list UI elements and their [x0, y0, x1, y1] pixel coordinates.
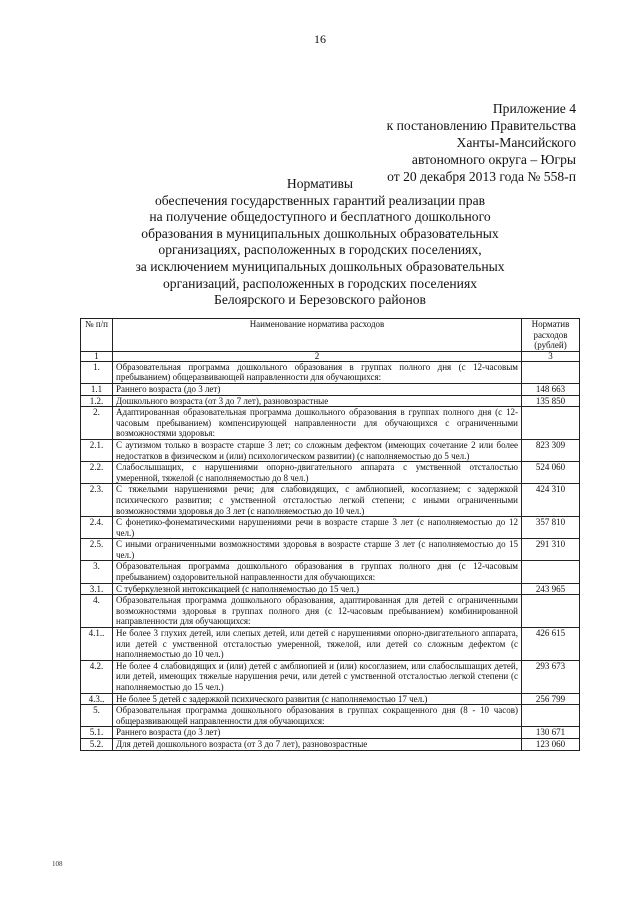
row-number: 2.2. — [81, 462, 113, 484]
row-number: 5. — [81, 705, 113, 727]
row-name: С фонетико-фонематическими нарушениями речи в возрасте старше 3 лет (с наполняемостью до 12 чел.) — [113, 517, 522, 539]
index-cell: 1 — [81, 351, 113, 361]
appendix-header — [387, 100, 576, 185]
table-row — [81, 407, 580, 440]
row-name: Дошкольного возраста (от 3 до 7 лет), разновозрастные — [113, 395, 522, 407]
appendix-line: Ханты-Мансийского — [456, 135, 576, 150]
row-value — [522, 361, 580, 383]
row-value: 256 799 — [522, 693, 580, 705]
row-value — [522, 561, 580, 583]
row-number: 4.2. — [81, 660, 113, 693]
row-value: 148 663 — [522, 383, 580, 395]
table-row — [81, 660, 580, 693]
table-row — [81, 462, 580, 484]
row-number: 5.1. — [81, 727, 113, 739]
row-number: 2.5. — [81, 539, 113, 561]
title-line: на получение общедоступного и бесплатного дошкольного — [149, 209, 491, 225]
row-name: С тяжелыми нарушениями речи; для слабовидящих, с амблиопией, косоглазием; с задержкой психического развития; с умственной отсталостью легкой степени; с иными ограниченными возможностями здоровья до 3 лет (с наполняемостью до 10 чел.) — [113, 484, 522, 517]
row-value — [522, 705, 580, 727]
row-number: 4.1.. — [81, 628, 113, 661]
row-number: 1.2. — [81, 395, 113, 407]
table-row — [81, 583, 580, 595]
appendix-line: автономного округа – Югры — [411, 152, 576, 167]
row-value: 424 310 — [522, 484, 580, 517]
row-number: 3.1. — [81, 583, 113, 595]
row-number: 1. — [81, 361, 113, 383]
norms-table — [80, 318, 580, 751]
title-line: обеспечения государственных гарантий реализации прав — [154, 192, 486, 208]
table-row — [81, 595, 580, 628]
row-value: 524 060 — [522, 462, 580, 484]
header-num: № п/п — [81, 319, 113, 352]
title-line: за исключением муниципальных дошкольных образовательных — [135, 258, 505, 274]
table-row — [81, 517, 580, 539]
table-row — [81, 628, 580, 661]
row-value: 130 671 — [522, 727, 580, 739]
row-name: Для детей дошкольного возраста (от 3 до 7 лет), разновозрастные — [113, 738, 522, 750]
row-value: 123 060 — [522, 738, 580, 750]
appendix-line: от 20 декабря 2013 года № 558-п — [387, 169, 576, 184]
row-value — [522, 407, 580, 440]
row-value: 823 309 — [522, 439, 580, 461]
table-row — [81, 738, 580, 750]
row-number: 4.3.. — [81, 693, 113, 705]
table-row — [81, 439, 580, 461]
table-row — [81, 705, 580, 727]
row-number: 1.1 — [81, 383, 113, 395]
footer-mark: 108 — [52, 860, 63, 868]
row-value: 426 615 — [522, 628, 580, 661]
table-row — [81, 693, 580, 705]
index-cell: 3 — [522, 351, 580, 361]
title-line: организаций, расположенных в городских поселениях — [162, 275, 478, 291]
row-value: 293 673 — [522, 660, 580, 693]
row-number: 2.3. — [81, 484, 113, 517]
row-number: 5.2. — [81, 738, 113, 750]
appendix-line: к постановлению Правительства — [386, 118, 576, 133]
table-row — [81, 561, 580, 583]
table-body — [81, 361, 580, 750]
index-cell: 2 — [113, 351, 522, 361]
row-name: Не более 5 детей с задержкой психического развития (с наполняемостью 17 чел.) — [113, 693, 522, 705]
table-row — [81, 539, 580, 561]
table-row — [81, 395, 580, 407]
row-name: Слабослышащих, с нарушениями опорно-двигательного аппарата с умственной отсталостью умеренной, тяжелой (с наполняемостью до 8 чел.) — [113, 462, 522, 484]
table-row — [81, 361, 580, 383]
row-name: Образовательная программа дошкольного образования, адаптированная для детей с ограниченными возможностями здоровья в группах полного дня (с 12-часовым пребыванием) комбинированной направленности для обучающихся: — [113, 595, 522, 628]
header-value: Норматив расходов (рублей) — [522, 319, 580, 352]
row-value: 243 965 — [522, 583, 580, 595]
header-name: Наименование норматива расходов — [113, 319, 522, 352]
table-header-row — [81, 319, 580, 352]
row-value: 135 850 — [522, 395, 580, 407]
row-number: 2.1. — [81, 439, 113, 461]
row-value — [522, 595, 580, 628]
row-name: Раннего возраста (до 3 лет) — [113, 727, 522, 739]
title-line: Нормативы — [286, 176, 354, 191]
row-number: 3. — [81, 561, 113, 583]
row-value: 291 310 — [522, 539, 580, 561]
row-name: С туберкулезной интоксикацией (с наполняемостью до 15 чел.) — [113, 583, 522, 595]
row-name: Раннего возраста (до 3 лет) — [113, 383, 522, 395]
table-row — [81, 484, 580, 517]
row-name: Адаптированная образовательная программа дошкольного образования в группах полного дня (с 12-часовым пребыванием) компенсирующей направленности для обучающихся с ограниченными возможностями здоровья: — [113, 407, 522, 440]
table-row — [81, 383, 580, 395]
title-line: Белоярского и Березовского районов — [214, 292, 426, 308]
row-name: Не более 4 слабовидящих и (или) детей с амблиопией и (или) косоглазием, или слабослышащих детей, или детей, имеющих тяжелые нарушения речи, или детей с умственной отсталостью легкой степени (с наполняемостью до 15 чел.) — [113, 660, 522, 693]
table-index-row — [81, 351, 580, 361]
row-value: 357 810 — [522, 517, 580, 539]
title-line: образования в муниципальных дошкольных образовательных — [141, 225, 499, 241]
document-title — [0, 176, 640, 309]
title-line: организациях, расположенных в городских поселениях, — [158, 242, 482, 258]
row-name: Не более 3 глухих детей, или слепых детей, или детей с нарушениями опорно-двигательного аппарата, или детей с умственной отсталостью умеренной, тяжелой, или детей со сложным дефектом (с наполняемостью до 10 чел.) — [113, 628, 522, 661]
row-number: 4. — [81, 595, 113, 628]
row-name: Образовательная программа дошкольного образования в группах полного дня (с 12-часовым пребыванием) общеразвивающей направленности для обучающихся: — [113, 361, 522, 383]
row-number: 2. — [81, 407, 113, 440]
row-name: С аутизмом только в возрасте старше 3 лет; со сложным дефектом (имеющих сочетание 2 или более недостатков в физическом и (или) психологическом развитии) (с наполняемостью до 5 чел.) — [113, 439, 522, 461]
row-name: Образовательная программа дошкольного образования в группах сокращенного дня (8 - 10 часов) общеразвивающей направленности для обучающихся: — [113, 705, 522, 727]
appendix-line: Приложение 4 — [492, 101, 576, 116]
page-number: 16 — [314, 32, 326, 46]
row-number: 2.4. — [81, 517, 113, 539]
table-row — [81, 727, 580, 739]
row-name: С иными ограниченными возможностями здоровья в возрасте старше 3 лет (с наполняемостью до 15 чел.) — [113, 539, 522, 561]
row-name: Образовательная программа дошкольного образования в группах полного дня (с 12-часовым пребыванием) оздоровительной направленности для обучающихся: — [113, 561, 522, 583]
